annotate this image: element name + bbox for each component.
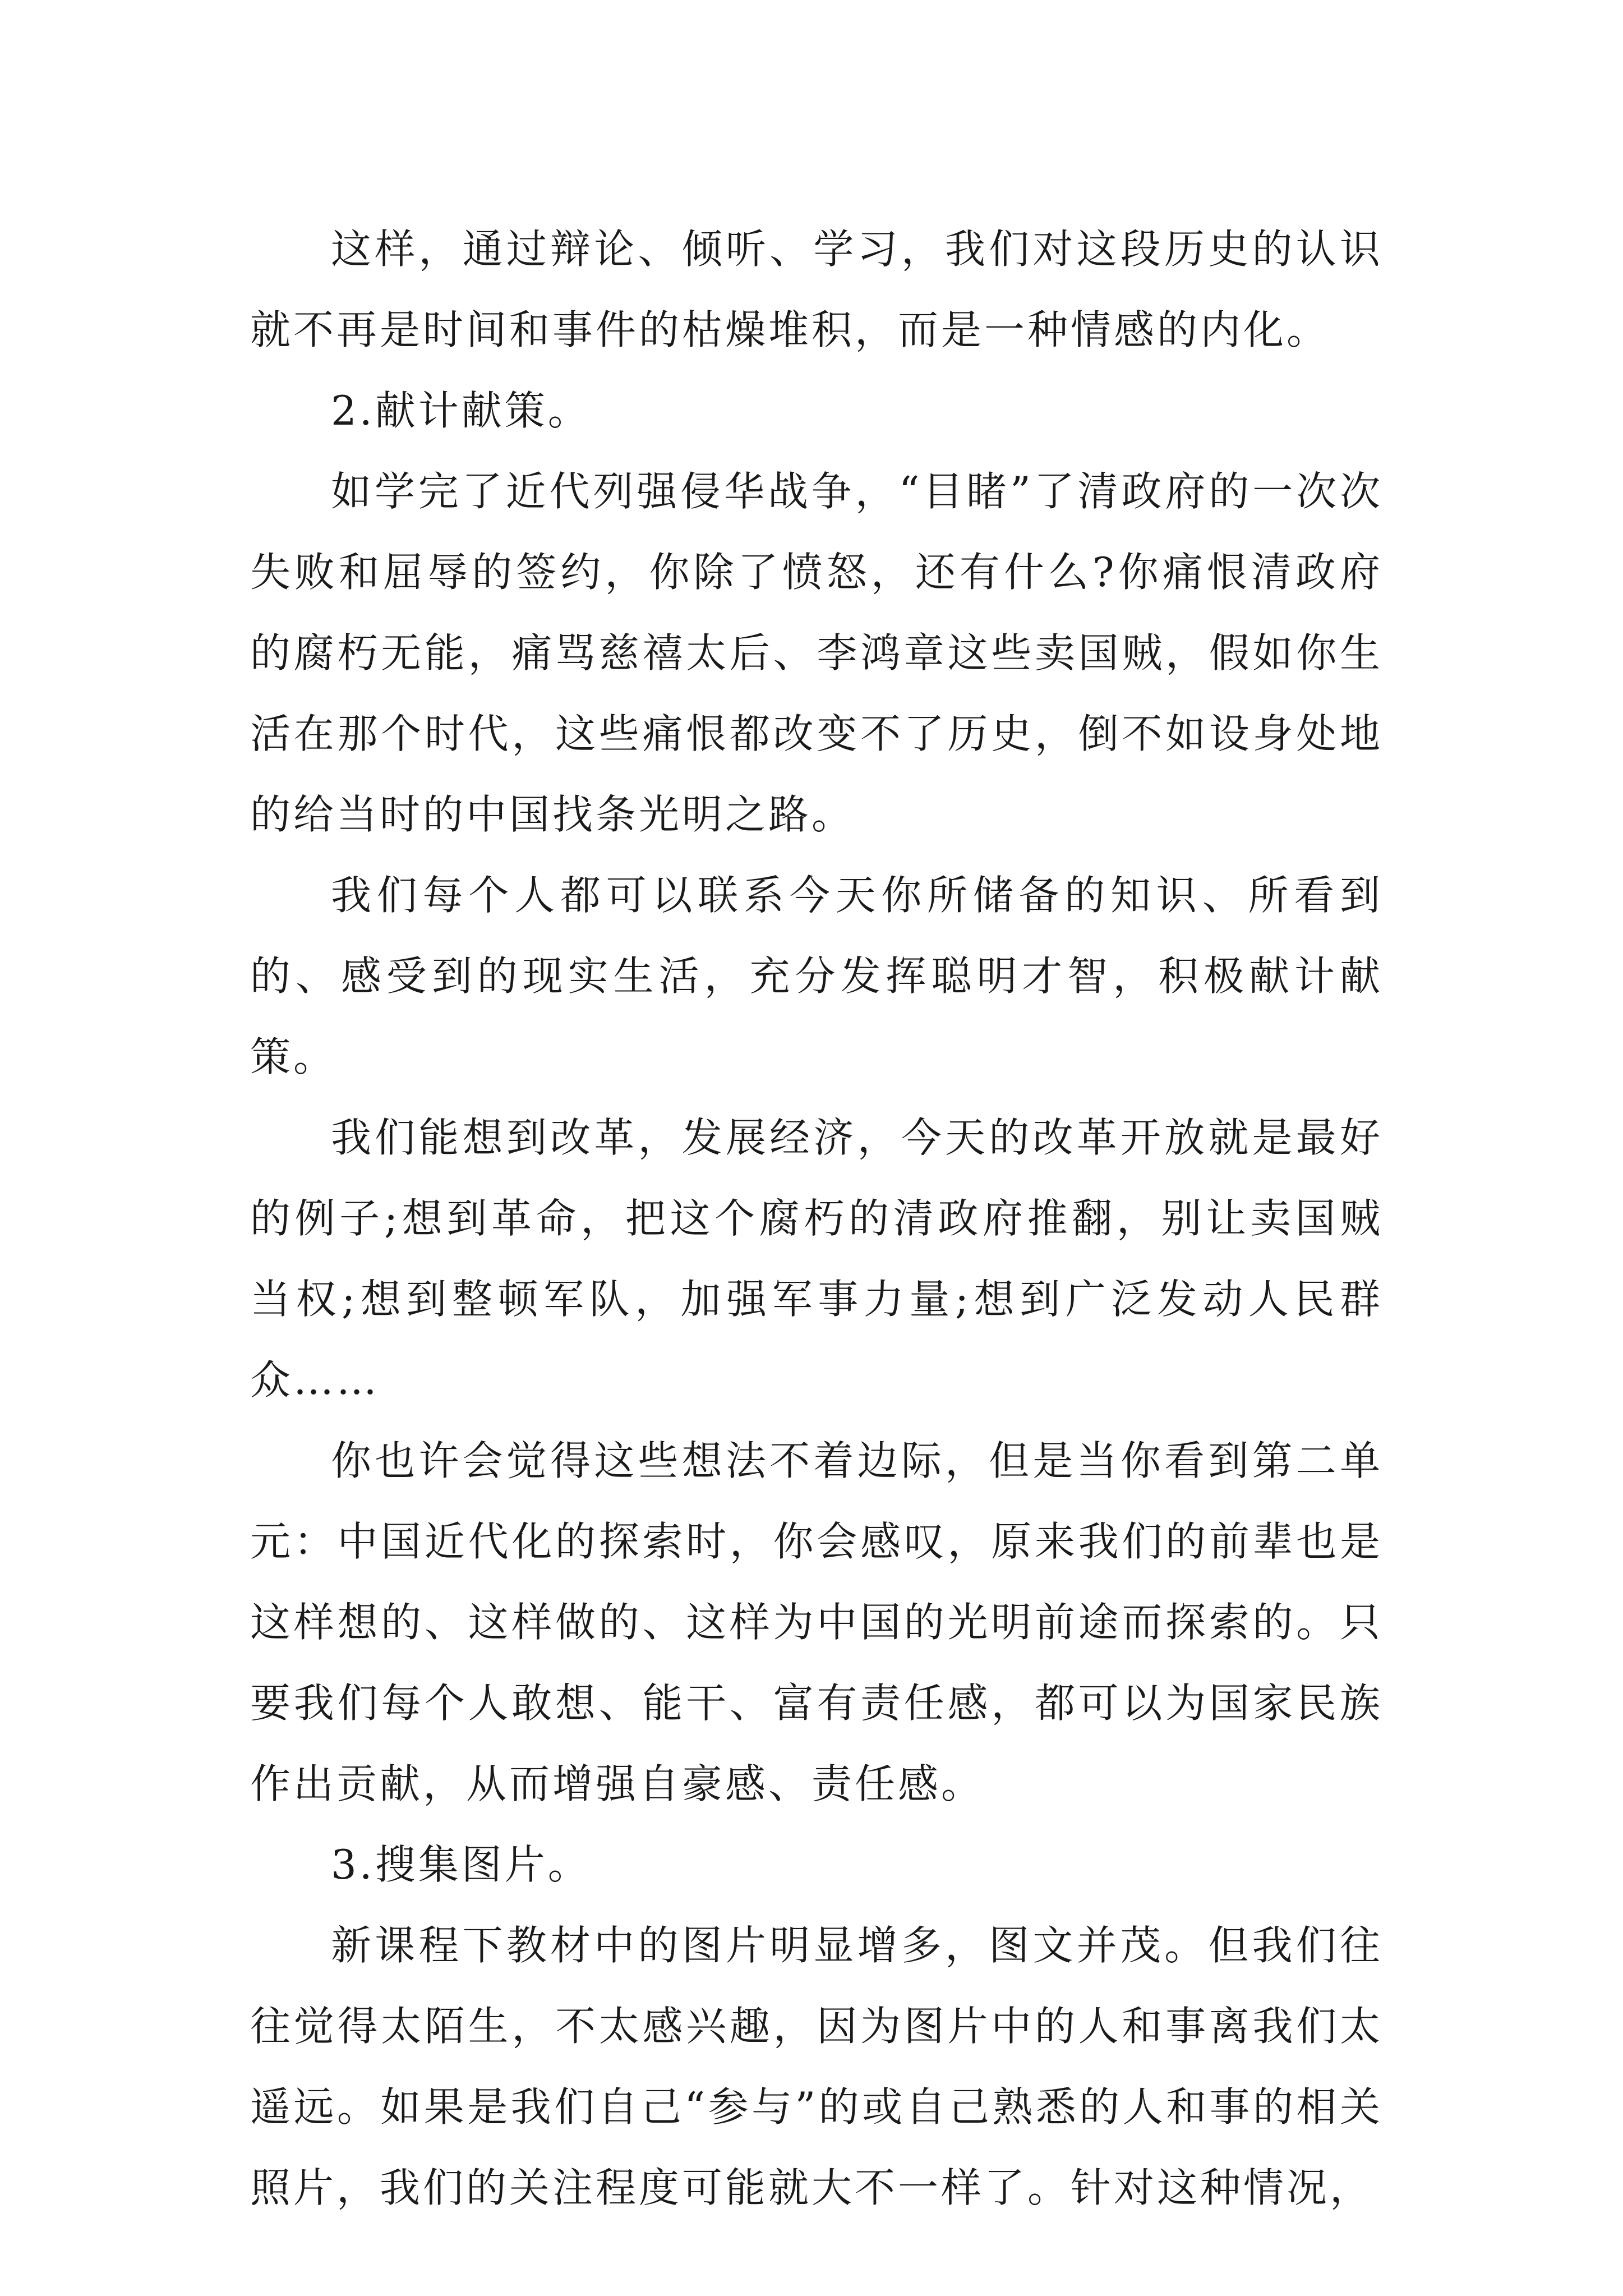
document-body [250,209,1383,2228]
section-heading-pictures: 3.搜集图片。 [331,1841,591,1888]
paragraph-pictures: 新课程下教材中的图片明显增多，图文并茂。但我们往往觉得太陌生，不太感兴趣，因为图片中的人和事离我们太遥远。如果是我们自己“参与”的或自己熟悉的人和事的相关照片，我们的关注程度可能就大不一样了。针对这种情况， [250,1922,1383,2211]
paragraph-invasion-war: 如学完了近代列强侵华战争，“目睹”了清政府的一次次失败和屈辱的签约，你除了愤怒，还有什么?你痛恨清政府的腐朽无能，痛骂慈禧太后、李鸿章这些卖国贼，假如你生活在那个时代，这些痛恨都改变不了历史，倒不如设身处地的给当时的中国找条光明之路。 [250,468,1383,838]
section-heading-suggestions: 2.献计献策。 [331,387,591,434]
paragraph-reform-ideas: 我们能想到改革，发展经济，今天的改革开放就是最好的例子;想到革命，把这个腐朽的清政府推翻，别让卖国贼当权;想到整顿军队，加强军事力量;想到广泛发动人民群众…… [250,1114,1383,1404]
paragraph-modernization: 你也许会觉得这些想法不着边际，但是当你看到第二单元：中国近代化的探索时，你会感叹，原来我们的前辈也是这样想的、这样做的、这样为中国的光明前途而探索的。只要我们每个人敢想、能干、富有责任感，都可以为国家民族作出贡献，从而增强自豪感、责任感。 [250,1437,1383,1807]
paragraph-debate-summary: 这样，通过辩论、倾听、学习，我们对这段历史的认识就不再是时间和事件的枯燥堆积，而是一种情感的内化。 [250,226,1383,353]
paragraph-knowledge: 我们每个人都可以联系今天你所储备的知识、所看到的、感受到的现实生活，充分发挥聪明才智，积极献计献策。 [250,872,1383,1080]
